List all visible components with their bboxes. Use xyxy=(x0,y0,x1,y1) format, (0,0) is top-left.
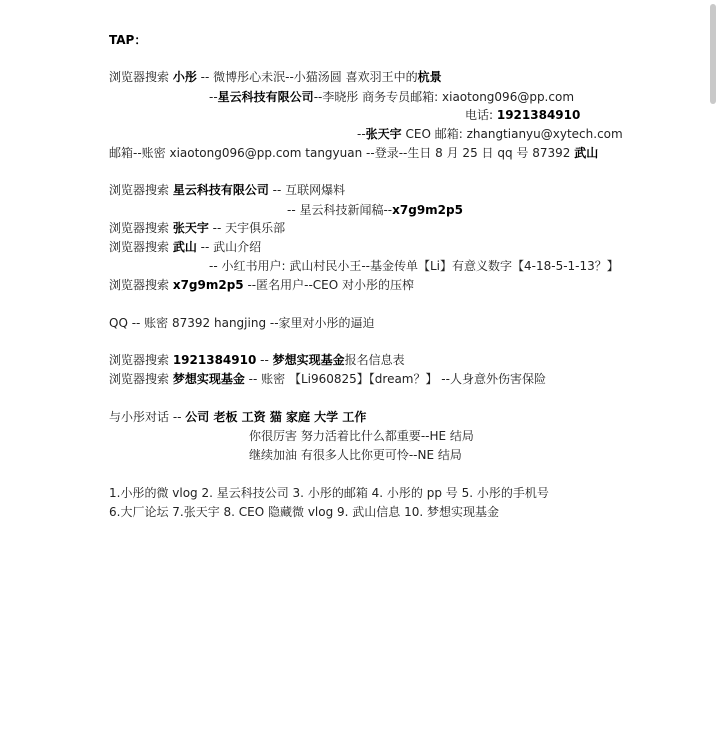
text: -- 星云科技新闻稿-- xyxy=(287,203,393,217)
keyword: 梦想实现基金 xyxy=(272,353,345,367)
keyword: 星云科技有限公司 xyxy=(172,183,269,197)
text: 浏览器搜索 xyxy=(109,278,173,292)
keyword: 星云科技有限公司 xyxy=(217,90,314,104)
line-search-code xyxy=(109,278,414,292)
text: -- xyxy=(256,353,273,367)
line-he-ending: 你很厉害 努力活着比什么都重要--HE 结局 xyxy=(249,429,474,443)
text: 邮箱--账密 xiaotong096@pp.com tangyuan --登录--生日 8 月 25 日 qq 号 87392 xyxy=(109,146,575,160)
text: --匿名用户--CEO 对小彤的压榨 xyxy=(243,278,415,292)
line-dialogue xyxy=(109,410,366,424)
text: --李晓彤 商务专员邮箱: xiaotong096@pp.com xyxy=(313,90,575,104)
line-search-wushan xyxy=(109,240,261,254)
text: -- xyxy=(209,90,218,104)
line-ceo-email xyxy=(357,127,623,141)
text: -- 天宇俱乐部 xyxy=(208,221,286,235)
line-ne-ending: 继续加油 有很多人比你更可怜--NE 结局 xyxy=(249,448,462,462)
text: 与小彤对话 -- xyxy=(109,410,186,424)
line-xiaohongshu: -- 小红书用户: 武山村民小王--基金传单【Li】有意义数字【4-18-5-1-13？】 xyxy=(209,259,619,273)
line-search-company xyxy=(109,183,345,197)
keyword: 武山 xyxy=(574,146,599,160)
keyword: 张天宇 xyxy=(365,127,402,141)
keyword: x7g9m2p5 xyxy=(392,203,463,217)
line-company-contact xyxy=(209,90,574,104)
text: 浏览器搜索 xyxy=(109,240,173,254)
text: -- xyxy=(357,127,366,141)
keyword: 杭景 xyxy=(417,70,442,84)
line-press-release xyxy=(287,203,463,217)
line-search-phone xyxy=(109,353,405,367)
keyword: 1921384910 xyxy=(496,108,581,122)
text: 浏览器搜索 xyxy=(109,183,173,197)
line-search-fund xyxy=(109,372,546,386)
line-list-1: 1.小彤的微 vlog 2. 星云科技公司 3. 小彤的邮箱 4. 小彤的 pp 号 5. 小彤的手机号 xyxy=(109,486,549,500)
line-phone xyxy=(465,108,580,122)
keyword: 小彤 xyxy=(172,70,197,84)
text: -- 武山介绍 xyxy=(196,240,262,254)
line-qq: QQ -- 账密 87392 hangjing --家里对小彤的逼迫 xyxy=(109,316,375,330)
text: CEO 邮箱: zhangtianyu@xytech.com xyxy=(401,127,623,141)
line-search-zhangtianyu xyxy=(109,221,285,235)
keyword: 1921384910 xyxy=(172,353,257,367)
keyword: 武山 xyxy=(172,240,197,254)
text: 浏览器搜索 xyxy=(109,372,173,386)
keyword: x7g9m2p5 xyxy=(172,278,244,292)
text: -- 互联网爆料 xyxy=(268,183,346,197)
line-list-2: 6.大厂论坛 7.张天宇 8. CEO 隐藏微 vlog 9. 武山信息 10. 梦想实现基金 xyxy=(109,505,500,519)
text: -- 账密 【Li960825】【dream？】 --人身意外伤害保险 xyxy=(244,372,546,386)
doc-title: TAP： xyxy=(109,33,147,47)
text: 报名信息表 xyxy=(344,353,405,367)
text: -- 微博彤心未泯--小猫汤圆 喜欢羽王中的 xyxy=(196,70,418,84)
text: 浏览器搜索 xyxy=(109,70,173,84)
line-search-xiaotong xyxy=(109,70,442,84)
keyword: 张天宇 xyxy=(172,221,209,235)
keyword: 公司 老板 工资 猫 家庭 大学 工作 xyxy=(185,410,367,424)
text: 电话: xyxy=(465,108,497,122)
text: 浏览器搜索 xyxy=(109,353,173,367)
line-email-account xyxy=(109,146,598,160)
text: 浏览器搜索 xyxy=(109,221,173,235)
scrollbar[interactable] xyxy=(710,4,716,104)
keyword: 梦想实现基金 xyxy=(172,372,245,386)
